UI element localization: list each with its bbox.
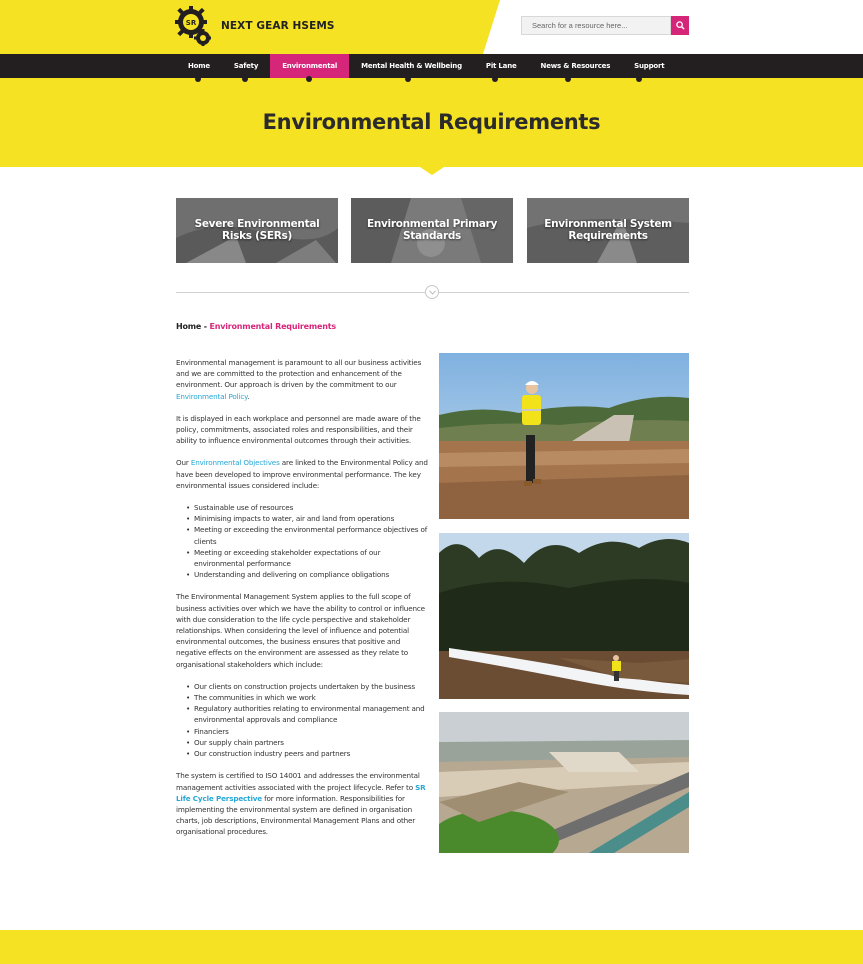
worker-site-photo	[439, 353, 689, 519]
life-cycle-perspective-link[interactable]: SR Life Cycle Perspective	[176, 782, 426, 803]
tile-severe-environmental-risks[interactable]	[176, 198, 338, 263]
nav-item-news-resources[interactable]: News & Resources	[540, 62, 611, 70]
nav-item-support[interactable]: Support	[634, 62, 665, 70]
nav-dot	[565, 76, 571, 82]
list-item: • The communities in which we work	[186, 692, 428, 703]
tile-environmental-primary-standards[interactable]	[351, 198, 513, 263]
tile-label: Severe Environmental Risks (SERs)	[194, 218, 320, 242]
search-bar	[521, 16, 689, 35]
main-nav	[0, 54, 863, 78]
chevron-down-icon	[429, 290, 436, 295]
tile-environmental-system-requirements[interactable]	[527, 198, 689, 263]
list-item: • Regulatory authorities relating to environmental management and environmental approvals and compliance	[186, 703, 428, 725]
nav-dot	[492, 76, 498, 82]
paragraph: It is displayed in each workplace and personnel are made aware of the policy, commitments, associated roles and responsibilities, and their ability to influence environmental outcomes through their activities.	[176, 413, 421, 446]
breadcrumb-current: Environmental Requirements	[209, 322, 336, 331]
breadcrumb-home-link[interactable]: Home	[176, 322, 202, 331]
list-item: • Meeting or exceeding stakeholder expectations of our environmental performance	[186, 547, 428, 569]
nav-item-safety[interactable]: Safety	[233, 62, 259, 70]
paragraph	[176, 357, 428, 402]
page-title: Environmental Requirements	[262, 110, 601, 134]
nav-dot	[242, 76, 248, 82]
paragraph-text: .	[247, 391, 250, 401]
stakeholders-list	[176, 681, 428, 759]
paragraph-text: for more information. Responsibilities for implementing the environmental system are defined in organisation charts, job descriptions, Environmental Management Plans and other organisational procedures.	[176, 793, 416, 837]
paragraph	[176, 770, 428, 837]
svg-text:SR: SR	[185, 19, 197, 27]
aerial-interchange-photo	[439, 712, 689, 853]
paragraph-text: Our	[176, 458, 191, 468]
hero-notch	[420, 167, 444, 175]
list-item: • Financiers	[186, 726, 428, 737]
breadcrumb	[176, 322, 336, 331]
brand-name: NEXT GEAR HSEMS	[221, 20, 335, 32]
list-item: • Sustainable use of resources	[186, 502, 428, 513]
nav-dot	[636, 76, 642, 82]
paragraph-text: The system is certified to ISO 14001 and addresses the environmental management activities associated with the project lifecycle. Refer to	[176, 771, 420, 792]
key-issues-list	[176, 502, 428, 580]
site-logo[interactable]	[175, 6, 335, 46]
list-item: • Our supply chain partners	[186, 737, 428, 748]
tile-label: Environmental Primary Standards	[366, 218, 498, 242]
nav-item-pit-lane[interactable]: Pit Lane	[485, 62, 517, 70]
scroll-down-button[interactable]	[425, 285, 439, 299]
list-item: • Our clients on construction projects undertaken by the business	[186, 681, 428, 692]
forest-clearing-photo	[439, 533, 689, 699]
environmental-policy-link[interactable]: Environmental Policy	[176, 391, 248, 401]
tile-label: Environmental System Requirements	[544, 218, 672, 242]
environmental-objectives-link[interactable]: Environmental Objectives	[190, 458, 280, 468]
site-footer	[0, 930, 863, 964]
paragraph-text: Environmental management is paramount to all our business activities and we are committed to the protection and enhancement of the environment. Our approach is driven by the commitment to our	[176, 358, 422, 390]
list-item: • Our construction industry peers and partners	[186, 748, 428, 759]
gear-logo-icon	[175, 6, 211, 46]
main-content	[176, 357, 428, 849]
nav-dot	[195, 76, 201, 82]
nav-item-home[interactable]: Home	[188, 62, 210, 70]
search-icon	[676, 21, 685, 30]
search-button[interactable]	[671, 16, 689, 35]
paragraph	[176, 457, 428, 491]
nav-dot	[306, 76, 312, 82]
nav-item-environmental[interactable]: Environmental	[270, 54, 349, 78]
list-item: • Minimising impacts to water, air and land from operations	[186, 513, 428, 524]
paragraph: The Environmental Management System applies to the full scope of business activities over which we have the ability to control or influence with due consideration to the life cycle perspective and stakeholder relationships. When considering the level of influence and potential environmental outcomes, the business ensures that positive and negative effects on the environment are assessed as they relate to organisational stakeholders which include:	[176, 592, 425, 669]
site-header	[0, 0, 863, 54]
nav-item-mental-health[interactable]: Mental Health & Wellbeing	[361, 62, 462, 70]
list-item: • Understanding and delivering on compliance obligations	[186, 569, 428, 580]
list-item: • Meeting or exceeding the environmental performance objectives of clients	[186, 524, 428, 546]
breadcrumb-separator: -	[201, 322, 210, 331]
nav-dot-markers	[0, 78, 863, 83]
search-input[interactable]	[521, 16, 671, 35]
paragraph-text: are linked to the Environmental Policy and have been developed to improve environmental performance. The key environmental issues considered include:	[176, 458, 428, 490]
nav-dot	[405, 76, 411, 82]
page-hero	[0, 78, 863, 167]
